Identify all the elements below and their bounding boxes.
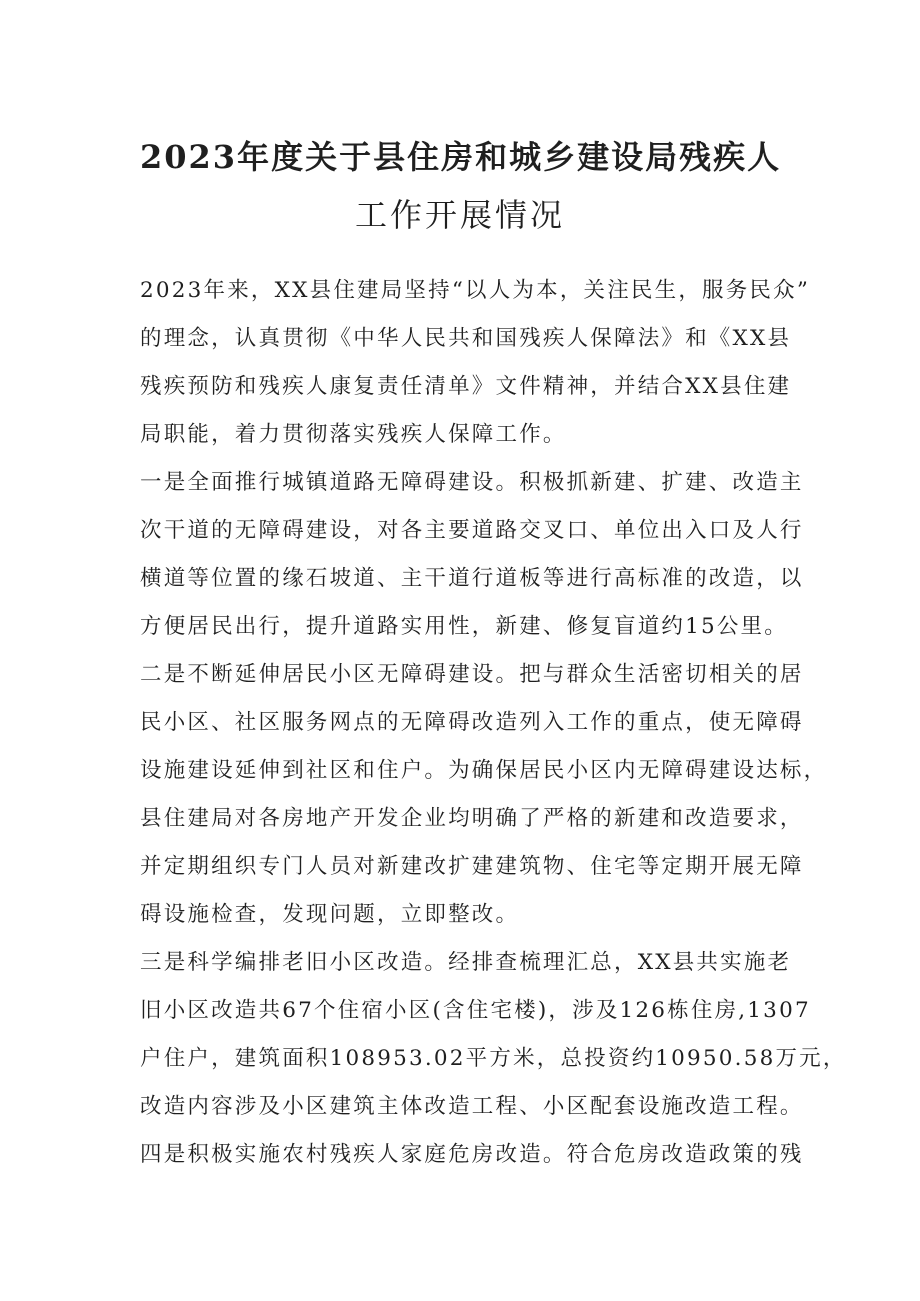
document-title-line-1: 2023年度关于县住房和城乡建设局残疾人 xyxy=(140,138,782,176)
body-line-1: 2023年来，XX县住建局坚持“以人为本，关注民生，服务民众” xyxy=(140,278,811,303)
body-line-3: 残疾预防和残疾人康复责任清单》文件精神，并结合XX县住建 xyxy=(140,374,792,399)
body-line-6: 次干道的无障碍建设，对各主要道路交叉口、单位出入口及人行 xyxy=(140,518,804,543)
body-line-4: 局职能，着力贯彻落实残疾人保障工作。 xyxy=(140,422,567,447)
body-line-9: 二是不断延伸居民小区无障碍建设。把与群众生活密切相关的居 xyxy=(140,662,804,687)
body-line-16: 旧小区改造共67个住宿小区(含住宅楼)，涉及126栋住房,1307 xyxy=(140,998,811,1023)
body-line-18: 改造内容涉及小区建筑主体改造工程、小区配套设施改造工程。 xyxy=(140,1094,804,1119)
document-title-line-2: 工作开展情况 xyxy=(354,196,565,234)
body-line-14: 碍设施检查，发现问题，立即整改。 xyxy=(140,902,520,927)
body-line-10: 民小区、社区服务网点的无障碍改造列入工作的重点，使无障碍 xyxy=(140,710,804,735)
body-line-7: 横道等位置的缘石坡道、主干道行道板等进行高标准的改造，以 xyxy=(140,566,804,591)
body-line-11: 设施建设延伸到社区和住户。为确保居民小区内无障碍建设达标， xyxy=(140,758,828,783)
body-line-13: 并定期组织专门人员对新建改扩建建筑物、住宅等定期开展无障 xyxy=(140,854,804,879)
body-line-17: 户住户，建筑面积108953.02平方米，总投资约10950.58万元， xyxy=(140,1046,847,1071)
body-line-8: 方便居民出行，提升道路实用性，新建、修复盲道约15公里。 xyxy=(140,614,788,639)
body-line-19: 四是积极实施农村残疾人家庭危房改造。符合危房改造政策的残 xyxy=(140,1142,804,1167)
body-line-2: 的理念，认真贯彻《中华人民共和国残疾人保障法》和《XX县 xyxy=(140,326,792,351)
body-line-15: 三是科学编排老旧小区改造。经排查梳理汇总，XX县共实施老 xyxy=(140,950,792,975)
body-line-12: 县住建局对各房地产开发企业均明确了严格的新建和改造要求， xyxy=(140,806,804,831)
body-line-5: 一是全面推行城镇道路无障碍建设。积极抓新建、扩建、改造主 xyxy=(140,470,804,495)
